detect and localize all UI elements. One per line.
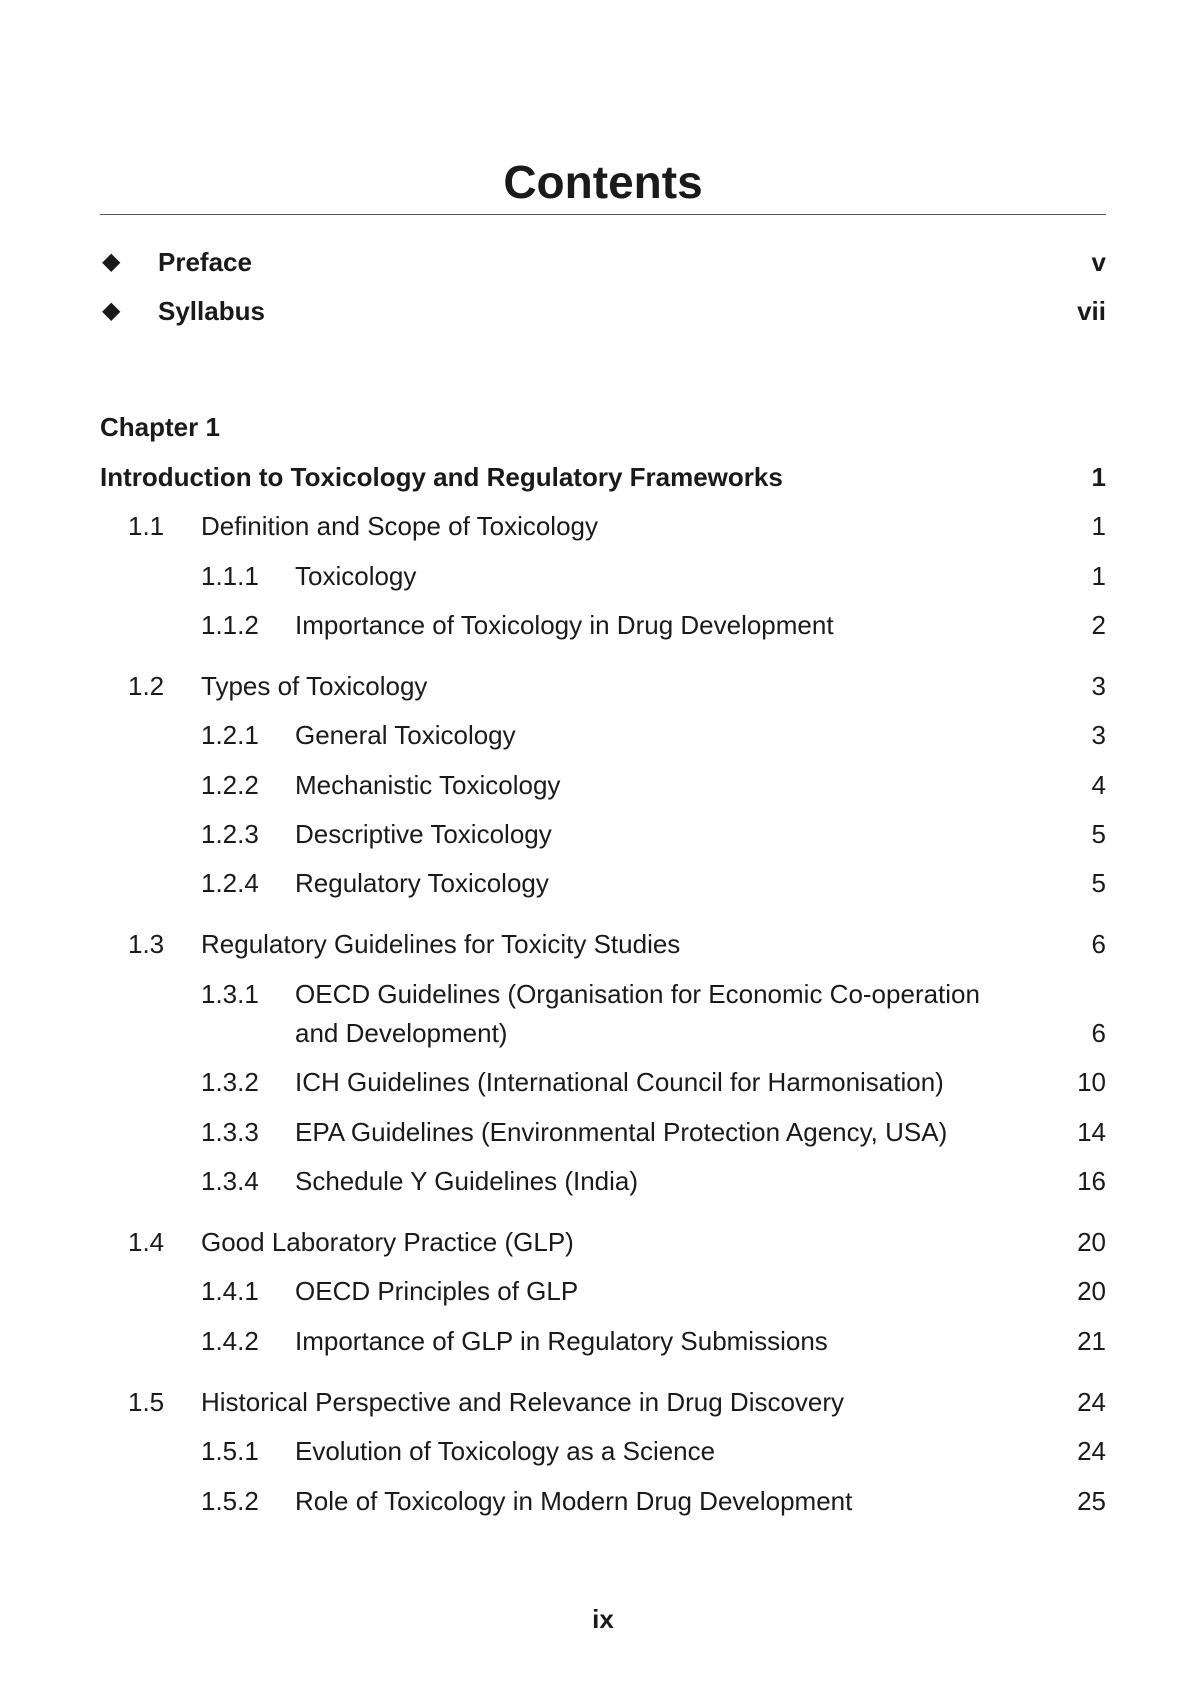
section-number: 1.5.1 (201, 1436, 259, 1466)
section-number: 1.2.4 (201, 868, 259, 898)
section-title: Schedule Y Guidelines (India) (295, 1166, 639, 1196)
section-number: 1.2.3 (201, 819, 259, 849)
toc-entry-page: 21 (1077, 1326, 1106, 1356)
section-number: 1.1 (128, 511, 165, 541)
section-title: OECD Principles of GLP (295, 1276, 579, 1306)
diamond-bullet-icon: ◆ (102, 248, 121, 275)
section-title: General Toxicology (295, 720, 516, 750)
toc-entry-page: 16 (1077, 1166, 1106, 1196)
toc-entry-page: 1 (1091, 561, 1106, 591)
section-number: 1.2 (128, 671, 165, 701)
section-title: Definition and Scope of Toxicology (201, 511, 598, 541)
section-number: 1.5 (128, 1387, 165, 1417)
section-number: 1.3.3 (201, 1117, 259, 1147)
section-title: EPA Guidelines (Environmental Protection Agency, USA) (295, 1117, 948, 1147)
section-title: Types of Toxicology (201, 671, 428, 701)
chapter-label: Chapter 1 (100, 412, 220, 442)
page-title: Contents (503, 156, 703, 208)
toc-entry-page: 25 (1077, 1486, 1106, 1516)
section-title: Regulatory Guidelines for Toxicity Studies (201, 929, 681, 959)
toc-entry-page: 20 (1077, 1276, 1106, 1306)
section-number: 1.3 (128, 929, 165, 959)
section-number: 1.4.2 (201, 1326, 259, 1356)
section-title-line-1: OECD Guidelines (Organisation for Economic Co-operation (295, 979, 980, 1009)
section-number: 1.2.1 (201, 720, 259, 750)
toc-entry-page: 6 (1091, 929, 1106, 959)
section-number: 1.3.2 (201, 1067, 259, 1097)
toc-entry-label: Syllabus (158, 296, 265, 326)
section-title: Evolution of Toxicology as a Science (295, 1436, 716, 1466)
toc-entry-page: vii (1077, 296, 1106, 326)
toc-entry-page: v (1091, 247, 1106, 277)
contents-page (100, 0, 1106, 1700)
section-title: Regulatory Toxicology (295, 868, 549, 898)
page-folio: ix (592, 1604, 614, 1634)
section-title: Toxicology (295, 561, 417, 591)
toc-entry-label: Preface (158, 247, 252, 277)
toc-entry-page: 6 (1091, 1018, 1106, 1048)
toc-entry-page: 1 (1091, 462, 1106, 492)
section-number: 1.4.1 (201, 1276, 259, 1306)
section-number: 1.3.4 (201, 1166, 259, 1196)
toc-entry-page: 1 (1091, 511, 1106, 541)
section-number: 1.1.2 (201, 610, 259, 640)
section-title: Good Laboratory Practice (GLP) (201, 1227, 574, 1257)
section-number: 1.1.1 (201, 561, 259, 591)
toc-entry-page: 5 (1091, 868, 1106, 898)
section-number: 1.4 (128, 1227, 165, 1257)
section-title: Mechanistic Toxicology (295, 770, 561, 800)
toc-entry-page: 4 (1091, 770, 1106, 800)
toc-entry-page: 10 (1077, 1067, 1106, 1097)
toc-entry-page: 5 (1091, 819, 1106, 849)
section-title: ICH Guidelines (International Council for Harmonisation) (295, 1067, 944, 1097)
diamond-bullet-icon: ◆ (102, 297, 121, 324)
section-title: Descriptive Toxicology (295, 819, 552, 849)
toc-entry-page: 2 (1091, 610, 1106, 640)
toc-entry-page: 24 (1077, 1387, 1106, 1417)
section-title: Importance of GLP in Regulatory Submissions (295, 1326, 828, 1356)
toc-entry-page: 20 (1077, 1227, 1106, 1257)
section-number: 1.2.2 (201, 770, 259, 800)
section-title: Importance of Toxicology in Drug Development (295, 610, 834, 640)
section-title: Historical Perspective and Relevance in Drug Discovery (201, 1387, 845, 1417)
section-title: Role of Toxicology in Modern Drug Development (295, 1486, 853, 1516)
chapter-title: Introduction to Toxicology and Regulatory Frameworks (100, 462, 783, 492)
title-divider (100, 214, 1106, 215)
toc-entry-page: 3 (1091, 720, 1106, 750)
toc-entry-page: 24 (1077, 1436, 1106, 1466)
toc-entry-page: 14 (1077, 1117, 1106, 1147)
toc-entry-page: 3 (1091, 671, 1106, 701)
section-title-line-2: and Development) (295, 1018, 508, 1048)
section-number: 1.5.2 (201, 1486, 259, 1516)
section-number: 1.3.1 (201, 979, 259, 1009)
